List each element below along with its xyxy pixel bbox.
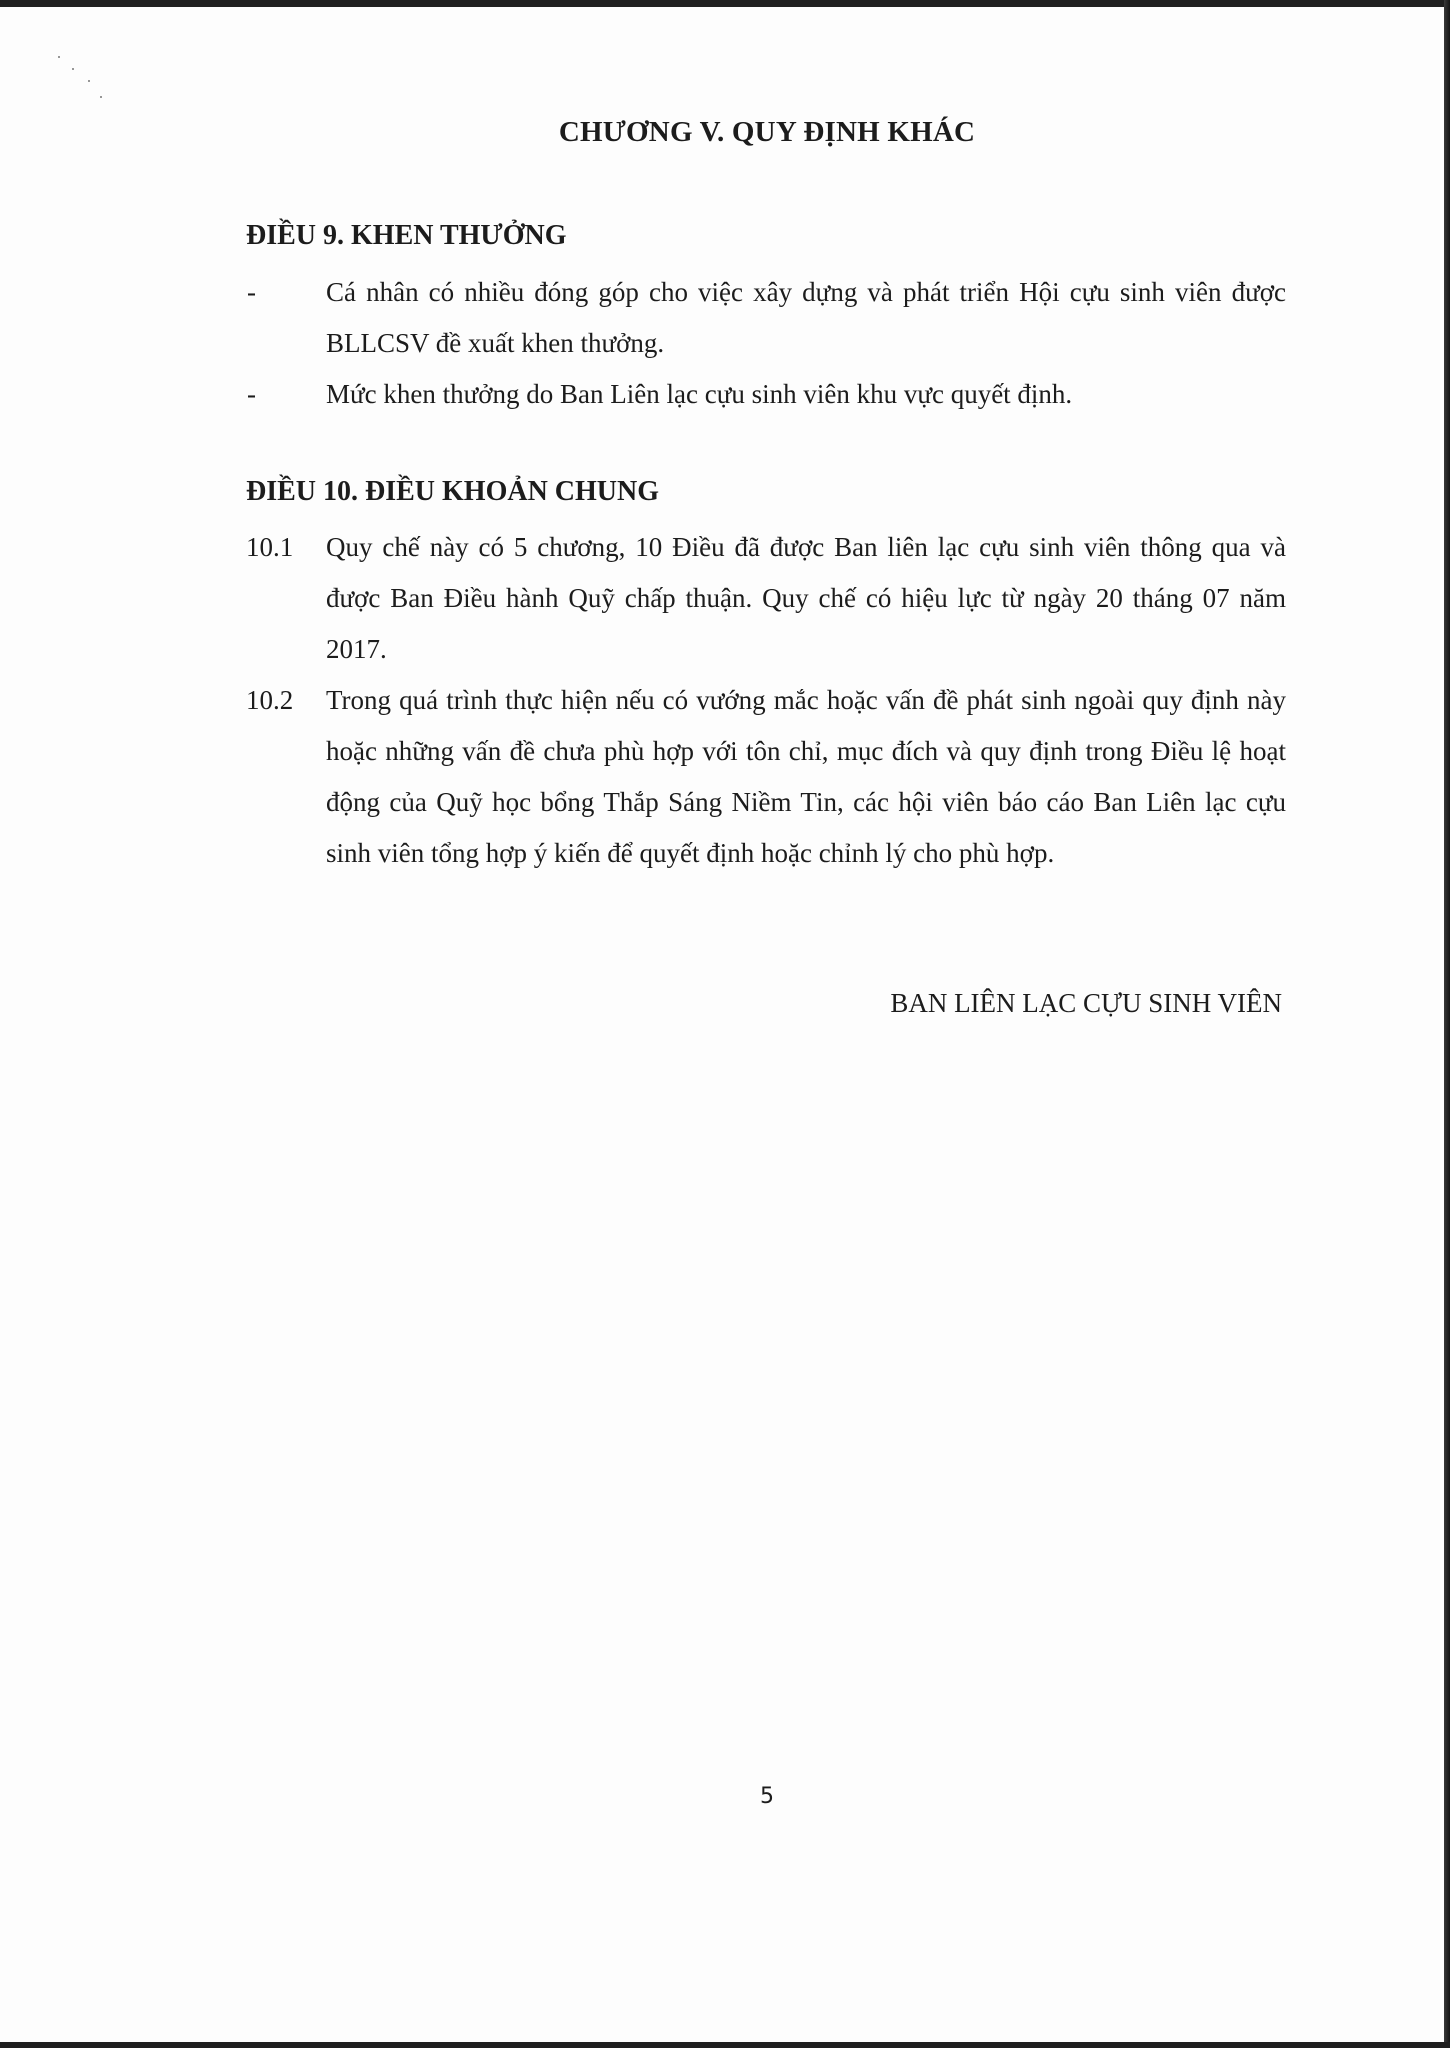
- scan-speck: [88, 80, 90, 82]
- clause-text: Trong quá trình thực hiện nếu có vướng mắc hoặc vấn đề phát sinh ngoài quy định này hoặc những vấn đề chưa phù hợp với tôn chỉ, mục đích và quy định trong Điều lệ hoạt động của Quỹ học bổng Thắp Sáng Niềm Tin, các hội viên báo cáo Ban Liên lạc cựu sinh viên tổng hợp ý kiến để quyết định hoặc chỉnh lý cho phù hợp.: [326, 685, 1286, 868]
- article-10-heading: ĐIỀU 10. ĐIỀU KHOẢN CHUNG: [246, 476, 660, 507]
- article-9-item-text: Mức khen thưởng do Ban Liên lạc cựu sinh viên khu vực quyết định.: [326, 379, 1073, 409]
- scan-speck: [100, 96, 102, 98]
- bullet-dash: -: [247, 379, 256, 409]
- scan-speck: [58, 56, 60, 58]
- article-9-item-text: Cá nhân có nhiều đóng góp cho việc xây dựng và phát triển Hội cựu sinh viên được BLLCSV đề xuất khen thưởng.: [326, 277, 1286, 358]
- signature-line: BAN LIÊN LẠC CỰU SINH VIÊN: [890, 988, 1282, 1018]
- article-9-item: [246, 267, 1286, 369]
- clause-text: Quy chế này có 5 chương, 10 Điều đã được Ban liên lạc cựu sinh viên thông qua và được Ban Điều hành Quỹ chấp thuận. Quy chế có hiệu lực từ ngày 20 tháng 07 năm 2017.: [326, 532, 1286, 664]
- clause-number: 10.2: [246, 685, 294, 715]
- page-number: 5: [760, 1784, 774, 1809]
- scan-bottom-edge: [0, 2042, 1450, 2048]
- scan-speck: [72, 68, 74, 70]
- article-10-clause: [246, 522, 1286, 675]
- article-9-heading: ĐIỀU 9. KHEN THƯỞNG: [246, 220, 567, 251]
- article-9-item: [246, 369, 1286, 420]
- bullet-dash: -: [247, 277, 256, 307]
- clause-number: 10.1: [246, 532, 294, 562]
- article-10-clause: [246, 675, 1286, 931]
- chapter-title: CHƯƠNG V. QUY ĐỊNH KHÁC: [558, 116, 976, 148]
- scan-top-edge: [0, 0, 1450, 7]
- scan-right-edge: [1444, 0, 1450, 2048]
